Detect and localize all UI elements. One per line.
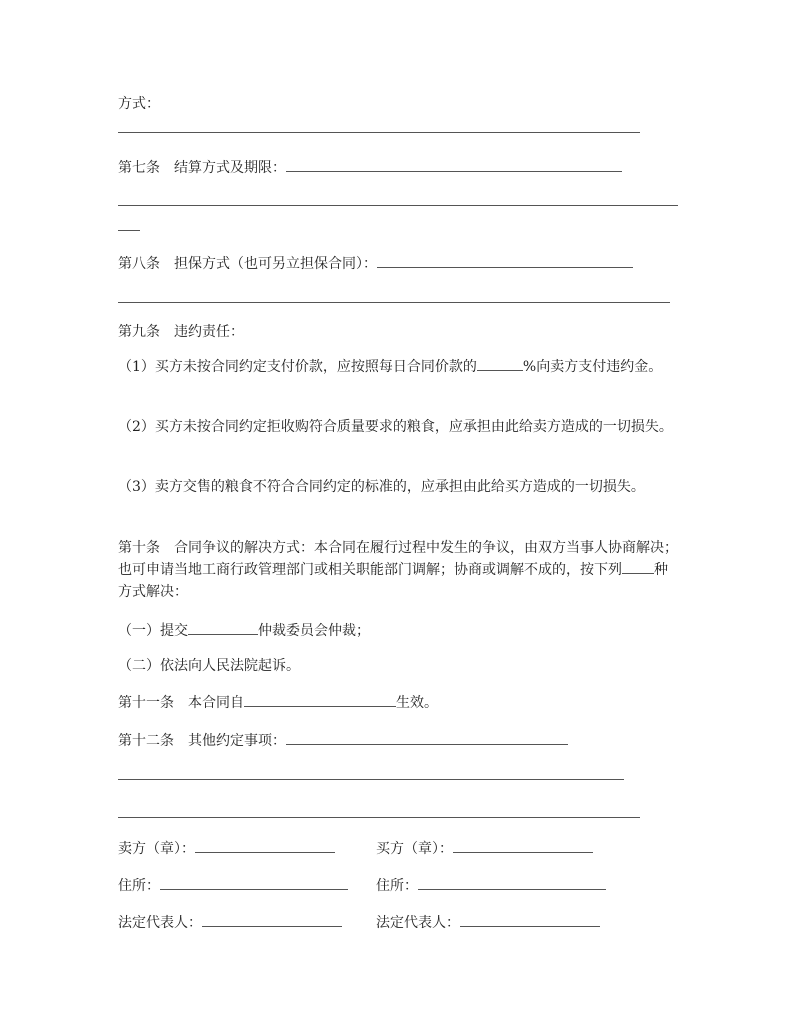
method-fill-line[interactable] bbox=[118, 132, 640, 133]
penalty-rate-field[interactable] bbox=[477, 356, 523, 371]
buyer-seal bbox=[376, 838, 593, 859]
article-12-label: 第十二条 其他约定事项： bbox=[118, 733, 286, 749]
article-8 bbox=[118, 253, 633, 274]
buyer-seal-field[interactable] bbox=[453, 838, 593, 853]
article-7-label: 第七条 结算方式及期限： bbox=[118, 160, 286, 176]
article-9-item-1-text: （1）买方未按合同约定支付价款，应按照每日合同价款的 bbox=[118, 359, 477, 375]
article-12 bbox=[118, 730, 568, 751]
settlement-method-field[interactable] bbox=[286, 157, 622, 172]
article-11-prefix: 第十一条 本合同自 bbox=[118, 695, 244, 711]
method-label: 方式： bbox=[118, 96, 160, 112]
article-7 bbox=[118, 157, 622, 178]
other-matters-field[interactable] bbox=[286, 730, 568, 745]
article-10-option-2: （二）依法向人民法院起诉。 bbox=[118, 658, 300, 674]
seller-address bbox=[118, 875, 348, 896]
seller-seal-field[interactable] bbox=[195, 838, 335, 853]
guarantee-method-field[interactable] bbox=[377, 253, 633, 268]
buyer-address bbox=[376, 875, 606, 896]
seller-address-label: 住所： bbox=[118, 878, 160, 894]
seller-seal-label: 卖方（章）： bbox=[118, 841, 195, 857]
arbitration-committee-field[interactable] bbox=[188, 620, 258, 635]
guarantee-method-continuation-line[interactable] bbox=[118, 302, 670, 303]
seller-address-field[interactable] bbox=[160, 875, 348, 890]
buyer-address-field[interactable] bbox=[418, 875, 606, 890]
settlement-method-continuation-line[interactable] bbox=[118, 205, 678, 206]
buyer-seal-label: 买方（章）： bbox=[376, 841, 453, 857]
article-10 bbox=[118, 537, 678, 603]
other-matters-line-2[interactable] bbox=[118, 779, 624, 780]
seller-seal bbox=[118, 838, 335, 859]
article-11-suffix: 生效。 bbox=[396, 695, 438, 711]
buyer-address-label: 住所： bbox=[376, 878, 418, 894]
article-11 bbox=[118, 692, 438, 713]
settlement-method-continuation-line-2[interactable] bbox=[118, 230, 140, 231]
article-9-item-2: （2）买方未按合同约定拒收购符合质量要求的粮食，应承担由此给卖方造成的一切损失。 bbox=[118, 419, 673, 435]
option-1-suffix: 仲裁委员会仲裁； bbox=[258, 623, 370, 639]
seller-representative-label: 法定代表人： bbox=[118, 915, 202, 931]
article-8-label: 第八条 担保方式（也可另立担保合同）： bbox=[118, 256, 377, 272]
buyer-representative-field[interactable] bbox=[460, 912, 600, 927]
article-9-item-3: （3）卖方交售的粮食不符合合同约定的标准的，应承担由此给买方造成的一切损失。 bbox=[118, 479, 645, 495]
other-matters-line-3[interactable] bbox=[118, 817, 640, 818]
article-9-label: 第九条 违约责任： bbox=[118, 324, 244, 340]
article-10-option-1 bbox=[118, 620, 370, 641]
article-10-text-end: 种方式解决： bbox=[118, 562, 668, 600]
effective-condition-field[interactable] bbox=[244, 692, 396, 707]
seller-representative bbox=[118, 912, 342, 933]
article-10-text: 第十条 合同争议的解决方式：本合同在履行过程中发生的争议，由双方当事人协商解决；也可申请当地工商行政管理部门或相关职能部门调解；协商或调解不成的，按下列 bbox=[118, 540, 678, 578]
seller-representative-field[interactable] bbox=[202, 912, 342, 927]
article-9-item-1-text-end: %向卖方支付违约金。 bbox=[522, 359, 663, 375]
article-9-item-1 bbox=[118, 356, 678, 378]
option-1-prefix: （一）提交 bbox=[118, 623, 188, 639]
dispute-option-field[interactable] bbox=[622, 559, 654, 574]
buyer-representative bbox=[376, 912, 600, 933]
buyer-representative-label: 法定代表人： bbox=[376, 915, 460, 931]
